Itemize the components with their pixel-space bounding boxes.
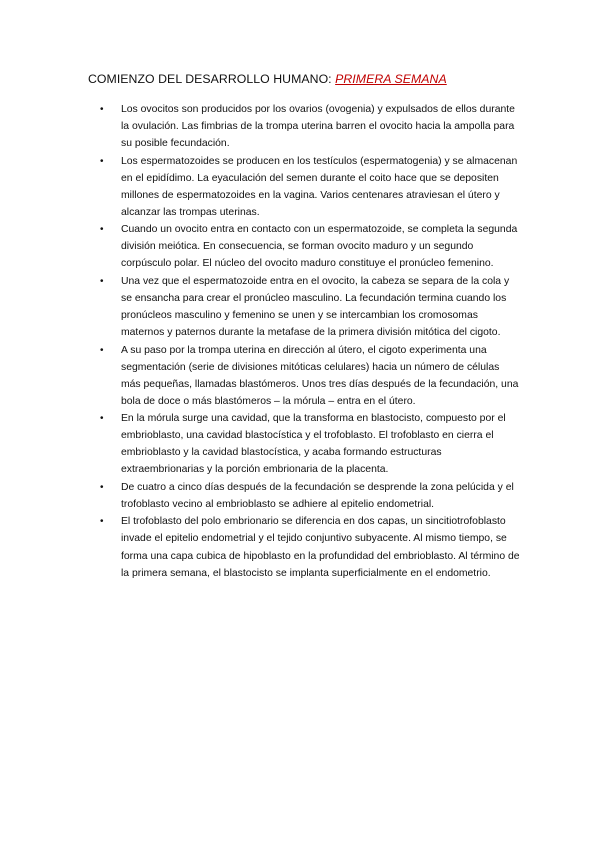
list-item-text: Una vez que el espermatozoide entra en el ovocito, la cabeza se separa de la cola y se ensancha para crear el pronúcleo masculino. La fecundación termina cuando los pronúcleos masculino y femenino se unen y se intercambian los cromosomas maternos y paternos durante la metafase de la primera división mitótica del cigoto. bbox=[121, 275, 510, 339]
list-item-text: El trofoblasto del polo embrionario se diferencia en dos capas, un sincitiotrofoblasto invade el epitelio endometrial y el tejido conjuntivo subyacente. Al mismo tiempo, se forma una capa cubica de hipoblasto en la profundidad del embrioblasto. Al término de la primera semana, el blastocisto se implanta superficialmente en el endometrio. bbox=[121, 516, 520, 579]
title-emphasis: PRIMERA SEMANA bbox=[335, 72, 447, 86]
list-item-text: En la mórula surge una cavidad, que la transforma en blastocisto, compuesto por el embrioblasto, una cavidad blastocística y el trofoblasto. El trofoblasto en cierra el embrioblasto y la cavidad blastocística, y acaba formando estructuras extraembrionarias y la porción embrionaria de la placenta. bbox=[121, 413, 506, 476]
bullet-icon: • bbox=[100, 413, 104, 425]
list-item bbox=[100, 410, 520, 478]
bullet-icon: • bbox=[100, 155, 104, 167]
list-item bbox=[100, 479, 520, 513]
list-item-text: Los ovocitos son producidos por los ovarios (ovogenia) y expulsados de ellos durante la ovulación. Las fimbrias de la trompa uterina barren el ovocito hacia la ampolla para su posible fecundación. bbox=[121, 104, 515, 150]
list-item-text: Cuando un ovocito entra en contacto con un espermatozoide, se completa la segunda división meiótica. En consecuencia, se forman ovocito maduro y un segundo corpúsculo polar. El núcleo del ovocito maduro constituye el pronúcleo femenino. bbox=[121, 224, 518, 270]
list-item bbox=[100, 221, 520, 272]
list-item bbox=[100, 273, 520, 341]
list-item-text: A su paso por la trompa uterina en dirección al útero, el cigoto experimenta una segmentación (serie de divisiones mitóticas celulares) hacia un número de células más pequeñas, llamadas blastómeros. Unos tres días después de la fecundación, una bola de doce o más blastómeros – la mórula – entra en el útero. bbox=[121, 344, 519, 407]
title-text: COMIENZO DEL DESARROLLO HUMANO: bbox=[88, 72, 336, 86]
bullet-icon: • bbox=[100, 224, 104, 236]
bullet-icon: • bbox=[100, 275, 104, 287]
list-item-text: Los espermatozoides se producen en los testículos (espermatogenia) y se almacenan en el epidídimo. La eyaculación del semen durante el coito hace que se depositen millones de espermatozoides en la vagina. Varios centenares atraviesan el útero y alcanzar las trompas uterinas. bbox=[121, 155, 518, 218]
list-item bbox=[100, 153, 520, 221]
bullet-list bbox=[100, 101, 520, 582]
document-title bbox=[88, 72, 447, 86]
list-item bbox=[100, 101, 520, 152]
list-item-text: De cuatro a cinco días después de la fecundación se desprende la zona pelúcida y el trofoblasto vecino al embrioblasto se adhiere al epitelio endometrial. bbox=[121, 481, 514, 510]
list-item bbox=[100, 342, 520, 410]
bullet-icon: • bbox=[100, 344, 104, 356]
bullet-icon: • bbox=[100, 104, 104, 115]
bullet-icon: • bbox=[100, 481, 104, 493]
bullet-icon: • bbox=[100, 516, 104, 528]
list-item bbox=[100, 513, 520, 581]
